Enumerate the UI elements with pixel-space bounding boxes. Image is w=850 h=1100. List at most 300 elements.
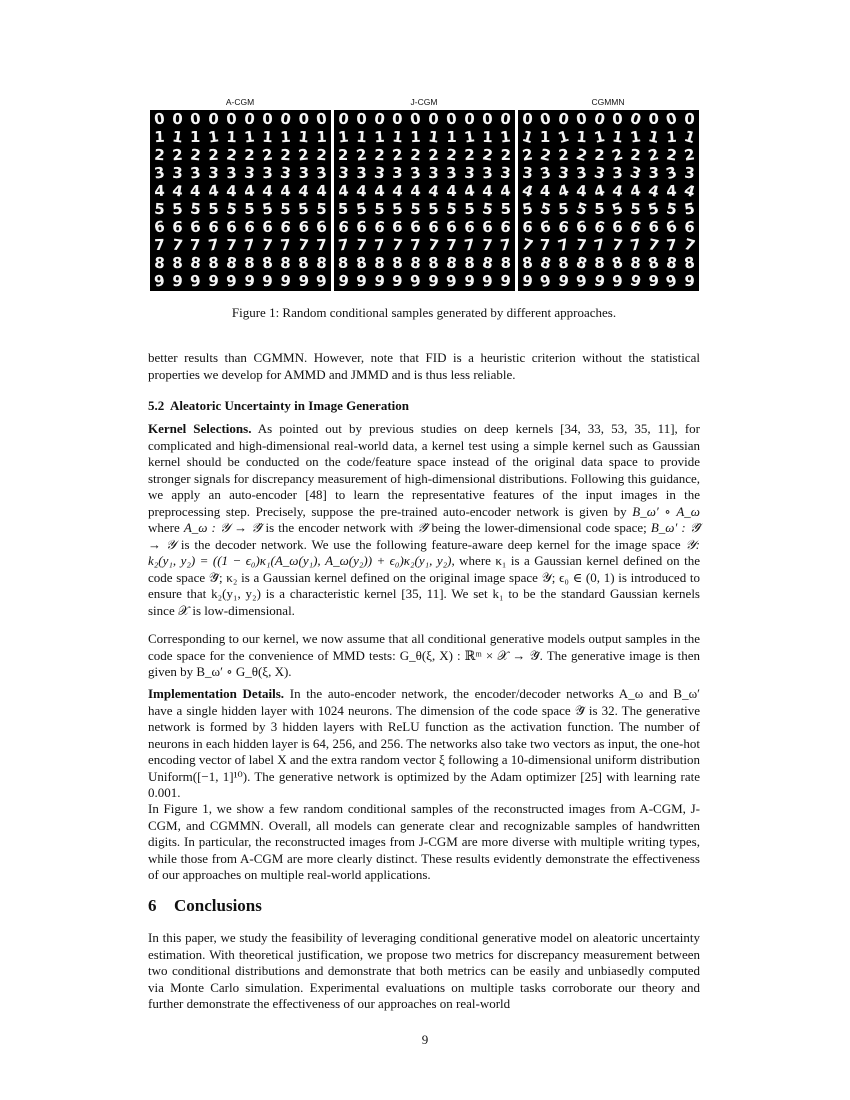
digit-sample: 2 (665, 145, 679, 165)
digit-sample: 1 (499, 127, 512, 147)
digit-sample: 5 (337, 200, 349, 218)
digit-sample: 3 (372, 163, 386, 183)
digit-sample: 1 (206, 127, 220, 147)
digit-sample: 0 (336, 109, 350, 129)
digit-sample: 7 (190, 236, 201, 254)
digit-sample: 5 (373, 199, 385, 219)
digit-sample: 0 (648, 110, 659, 128)
digit-sample: 2 (538, 145, 553, 165)
digit-sample: 8 (316, 253, 328, 273)
digit-sample: 7 (611, 235, 625, 255)
digit-sample: 4 (355, 181, 368, 201)
digit-row (334, 165, 515, 182)
digit-sample: 4 (261, 181, 274, 201)
digit-sample: 6 (611, 217, 624, 237)
digit-sample: 0 (463, 109, 476, 129)
digit-sample: 6 (392, 218, 403, 236)
digit-sample: 8 (427, 253, 440, 273)
digit-sample: 2 (609, 144, 625, 166)
digit-sample: 9 (499, 271, 513, 291)
digit-sample: 9 (225, 271, 238, 291)
digit-row (150, 183, 331, 200)
digit-sample: 9 (355, 271, 367, 291)
digit-sample: 8 (409, 253, 422, 273)
digit-sample: 2 (207, 145, 219, 165)
digit-sample: 3 (445, 163, 458, 183)
digit-sample: 3 (538, 163, 553, 183)
digit-sample: 4 (499, 181, 512, 201)
digit-sample: 4 (206, 181, 220, 201)
digit-sample: 0 (189, 109, 202, 129)
digit-sample: 6 (298, 218, 310, 236)
digit-sample: 5 (665, 199, 679, 219)
digit-sample: 6 (408, 217, 422, 237)
kernel-text: is the encoder network with (261, 520, 418, 535)
digit-sample: 5 (316, 199, 328, 219)
digit-sample: 4 (539, 182, 551, 200)
figure-1 (150, 97, 700, 291)
digit-sample: 1 (391, 127, 404, 147)
digit-row (518, 108, 699, 130)
digit-sample: 8 (594, 254, 605, 272)
digit-sample: 3 (355, 163, 367, 183)
digit-sample: 3 (298, 164, 310, 182)
digit-sample: 8 (297, 253, 310, 273)
digit-sample: 1 (519, 126, 535, 148)
digit-sample: 9 (152, 271, 166, 291)
figure-panel-titles (150, 97, 700, 109)
digit-row (518, 270, 699, 292)
digit-sample: 6 (243, 217, 256, 237)
digit-sample: 7 (243, 235, 256, 255)
digit-sample: 4 (446, 182, 457, 200)
digit-sample: 6 (538, 217, 553, 237)
digit-sample: 5 (207, 199, 219, 219)
digit-row (518, 252, 699, 274)
digit-sample: 9 (262, 271, 274, 291)
digit-sample: 7 (391, 235, 404, 255)
digit-sample: 3 (315, 163, 329, 183)
digit-sample: 4 (409, 181, 421, 201)
digit-sample: 8 (500, 254, 512, 272)
digit-row (334, 255, 515, 272)
digit-sample: 7 (555, 234, 571, 256)
digit-sample: 6 (648, 218, 659, 236)
digit-sample: 6 (207, 217, 220, 237)
digit-sample: 5 (629, 199, 642, 219)
digit-sample: 5 (427, 199, 440, 219)
digit-sample: 0 (574, 109, 588, 129)
digit-sample: 1 (316, 127, 328, 147)
digit-sample: 1 (463, 127, 477, 147)
digit-sample: 0 (445, 109, 458, 129)
digit-row (150, 111, 331, 128)
digit-sample: 6 (684, 217, 696, 237)
digit-sample: 5 (557, 199, 570, 219)
digit-sample: 7 (427, 235, 441, 255)
digit-sample: 4 (427, 181, 441, 201)
digit-sample: 2 (189, 145, 202, 165)
digit-sample: 5 (244, 200, 255, 218)
digit-sample: 7 (153, 235, 165, 255)
digit-sample: 9 (592, 271, 607, 291)
digit-sample: 1 (446, 128, 457, 146)
digit-sample: 3 (592, 163, 607, 183)
digit-sample: 4 (646, 181, 661, 201)
digit-sample: 8 (538, 253, 553, 273)
digit-sample: 0 (628, 108, 644, 130)
section-heading (148, 896, 262, 916)
digit-sample: 4 (373, 181, 386, 201)
digit-sample: 6 (315, 217, 329, 237)
digit-sample: 9 (408, 271, 422, 291)
digit-sample: 7 (646, 235, 661, 255)
digit-row (334, 183, 515, 200)
digit-sample: 1 (575, 127, 588, 147)
digit-sample: 0 (556, 109, 570, 129)
digit-sample: 5 (609, 198, 625, 220)
digit-sample: 4 (575, 181, 588, 201)
digit-sample: 2 (373, 145, 385, 165)
digit-sample: 3 (189, 163, 202, 183)
digit-sample: 0 (481, 109, 494, 129)
digit-sample: 7 (446, 236, 457, 254)
digit-sample: 1 (190, 128, 201, 146)
digit-sample: 9 (279, 271, 293, 291)
digit-sample: 2 (337, 146, 349, 164)
digit-sample: 2 (244, 146, 255, 164)
digit-sample: 4 (555, 180, 571, 202)
digit-sample: 2 (261, 145, 274, 165)
digit-sample: 1 (555, 126, 571, 148)
section-title: Conclusions (174, 896, 262, 915)
digit-sample: 6 (152, 217, 166, 237)
digit-sample: 8 (337, 254, 349, 272)
digit-sample: 8 (261, 253, 274, 273)
digit-sample: 2 (464, 145, 476, 165)
digit-sample: 1 (170, 127, 184, 147)
digit-sample: 7 (665, 235, 678, 255)
digit-sample: 5 (153, 199, 165, 219)
kernel-math: B_ω′ : 𝒴̂ → 𝒴 (148, 520, 700, 552)
digit-sample: 5 (481, 199, 495, 219)
digit-sample: 8 (481, 253, 495, 273)
digit-sample: 5 (189, 199, 202, 219)
digit-sample: 6 (428, 217, 440, 237)
digit-sample: 4 (225, 181, 237, 201)
digit-sample: 7 (316, 235, 328, 255)
digit-sample: 5 (594, 200, 605, 218)
digit-sample: 9 (243, 271, 256, 291)
kernel-text: As pointed out by previous studies on deep kernels [34, 33, 53, 35, 11], for complicated and high-dimensional real-world data, a kernel test using a simple kernel such as Gaussian kernel should be conducted on the code/feature space instead of the original data space to provide stronger signals for discrepancy measurement of high-dimensional distributions. Following this guidance, we apply an auto-encoder [48] to learn the representative features of the input images in the preprocessing step. Precisely, suppose the pre-trained auto-encoder network is given by (148, 421, 700, 519)
digit-sample: 4 (463, 181, 477, 201)
digit-sample: 4 (243, 181, 256, 201)
digit-sample: 2 (683, 145, 697, 165)
digit-row (150, 129, 331, 146)
digit-sample: 8 (445, 253, 458, 273)
digit-sample: 8 (373, 253, 385, 273)
digit-sample: 3 (408, 163, 422, 183)
digit-sample: 5 (500, 200, 512, 218)
digit-sample: 6 (499, 217, 513, 237)
digit-sample: 6 (481, 217, 494, 237)
digit-row (518, 180, 699, 202)
digit-sample: 1 (243, 127, 256, 147)
digit-sample: 9 (521, 271, 533, 291)
digit-sample: 0 (225, 109, 238, 129)
panel-title-jcgm: J-CGM (410, 97, 438, 107)
digit-sample: 5 (225, 199, 238, 219)
digit-sample: 0 (499, 109, 513, 129)
digit-sample: 5 (171, 199, 183, 219)
digit-sample: 1 (225, 127, 237, 147)
digit-sample: 8 (629, 253, 642, 273)
digit-sample: 3 (628, 162, 644, 184)
digit-row (334, 201, 515, 218)
digit-sample: 9 (392, 272, 403, 290)
intro-paragraph: better results than CGMMN. However, note that FID is a heuristic criterion without the statistical properties we develop for AMMD and JMMD and is thus less reliable. (148, 350, 700, 382)
digit-sample: 8 (391, 253, 404, 273)
digit-sample: 3 (648, 164, 659, 182)
kernel-math: 𝒴̂ (417, 520, 428, 535)
digit-row (518, 144, 699, 166)
digit-sample: 2 (445, 145, 458, 165)
digit-sample: 1 (682, 126, 698, 148)
digit-sample: 0 (684, 109, 696, 129)
digit-sample: 3 (152, 163, 166, 183)
digit-row (518, 216, 699, 238)
digit-sample: 7 (336, 235, 350, 255)
digit-sample: 7 (355, 235, 368, 255)
digit-sample: 8 (609, 252, 625, 274)
digit-sample: 9 (664, 270, 680, 292)
digit-sample: 4 (611, 181, 625, 201)
digit-sample: 1 (482, 127, 494, 147)
digit-sample: 1 (279, 127, 292, 147)
digit-sample: 7 (575, 235, 588, 255)
digit-sample: 7 (373, 235, 386, 255)
digit-sample: 8 (646, 253, 661, 273)
digit-sample: 5 (538, 199, 553, 219)
kernel-text: where κ₁ is a Gaussian kernel defined on the code space 𝒴̂; κ₂ is a Gaussian kernel defined on the original image space 𝒴; ϵ₀ ∈ (0, 1) is introduced to ensure that k₂(y₁, y₂) is a characteristic kernel [35, 11]. We set k₁ to be the standard Gaussian kernels since 𝒳 is low-dimensional. (148, 553, 700, 618)
digit-sample: 0 (611, 109, 624, 129)
digit-sample: 6 (556, 217, 570, 237)
digit-sample: 5 (464, 199, 476, 219)
kernel-math: B_ω′ ∘ A_ω (632, 503, 700, 519)
digit-sample: 0 (315, 109, 329, 129)
digit-sample: 3 (556, 163, 570, 183)
digit-sample: 9 (684, 271, 696, 291)
digit-sample: 9 (315, 271, 329, 291)
digit-sample: 5 (520, 199, 534, 219)
digit-sample: 1 (646, 127, 661, 147)
digit-sample: 8 (573, 252, 589, 274)
digit-sample: 6 (189, 217, 202, 237)
digit-sample: 0 (262, 109, 274, 129)
digit-sample: 1 (611, 127, 625, 147)
digit-sample: 6 (279, 217, 293, 237)
digit-sample: 5 (409, 199, 422, 219)
subsection-title: Aleatoric Uncertainty in Image Generation (170, 398, 410, 413)
kernel-selection-paragraph (148, 421, 700, 619)
digit-sample: 3 (481, 163, 494, 183)
digit-sample: 7 (409, 235, 421, 255)
digit-sample: 1 (427, 127, 441, 147)
digit-sample: 0 (171, 109, 183, 129)
digit-sample: 9 (538, 271, 553, 291)
digit-sample: 9 (463, 271, 476, 291)
digit-sample: 2 (500, 146, 512, 164)
digit-sample: 7 (463, 235, 477, 255)
digit-sample: 7 (682, 234, 698, 256)
digit-sample: 5 (261, 199, 274, 219)
panel-cgmmn (518, 110, 699, 291)
digit-sample: 9 (207, 271, 220, 291)
digit-sample: 4 (391, 181, 404, 201)
digit-sample: 6 (225, 217, 238, 237)
digit-sample: 0 (392, 110, 403, 128)
digit-sample: 5 (573, 198, 589, 220)
implementation-text: In the auto-encoder network, the encoder/decoder networks A_ω and B_ω′ have a single hidden layer with 1024 neurons. The dimension of the code space 𝒴̂ is 32. The generative network is formed by 3 hidden layers with ReLU function as the activation function. The number of neurons in each hidden layer is 64, 256, and 256. The networks also take two vectors as input, the one-hot encoding vector of label X and the extra random vector ξ following a 10-dimensional uniform distribution Uniform([−1, 1]¹⁰). The generative network is optimized by the Adam optimizer [25] with learning rate 0.001. (148, 686, 701, 800)
digit-sample: 3 (664, 162, 680, 184)
digit-sample: 4 (629, 181, 642, 201)
digit-row (334, 147, 515, 164)
digit-sample: 9 (481, 271, 494, 291)
digit-sample: 4 (592, 181, 607, 201)
digit-sample: 9 (648, 272, 659, 290)
digit-sample: 2 (171, 145, 183, 165)
digit-sample: 4 (316, 181, 328, 201)
digit-sample: 8 (683, 253, 697, 273)
panel-title-cgmmn: CGMMN (591, 97, 625, 107)
digit-sample: 8 (244, 254, 255, 272)
digit-sample: 2 (354, 145, 368, 165)
digit-sample: 6 (355, 217, 367, 237)
digit-sample: 1 (665, 127, 678, 147)
digit-row (518, 126, 699, 148)
digit-sample: 4 (682, 180, 698, 202)
digit-sample: 4 (279, 181, 292, 201)
digit-sample: 3 (225, 163, 238, 183)
digit-sample: 2 (225, 145, 238, 165)
panel-jcgm (334, 110, 515, 291)
digit-sample: 3 (336, 163, 350, 183)
kernel-text: being the lower-dimensional code space; (427, 520, 651, 535)
digit-sample: 3 (574, 163, 588, 183)
digit-sample: 1 (373, 127, 386, 147)
digit-sample: 9 (372, 271, 386, 291)
digit-row (150, 165, 331, 182)
digit-sample: 8 (280, 253, 292, 273)
digit-sample: 7 (482, 235, 494, 255)
page-number: 9 (421, 1032, 429, 1047)
digit-sample: 6 (592, 217, 607, 237)
digit-panels (150, 110, 700, 291)
digit-sample: 3 (243, 163, 256, 183)
digit-sample: 1 (539, 128, 551, 146)
section-number: 6 (148, 896, 157, 915)
digit-sample: 0 (207, 109, 220, 129)
digit-sample: 0 (521, 109, 533, 129)
digit-sample: 3 (684, 163, 696, 183)
digit-row (150, 255, 331, 272)
digit-sample: 5 (683, 199, 697, 219)
digit-sample: 8 (153, 253, 165, 273)
digit-sample: 0 (355, 109, 367, 129)
digit-sample: 9 (189, 271, 202, 291)
implementation-heading: Implementation Details. (148, 686, 285, 701)
digit-sample: 7 (519, 234, 535, 256)
kernel-text: is the decoder network. We use the following feature-aware deep kernel for the image space (176, 536, 686, 552)
digit-sample: 7 (499, 235, 512, 255)
digit-sample: 4 (519, 180, 535, 202)
digit-sample: 8 (557, 253, 570, 273)
digit-row (518, 198, 699, 220)
digit-sample: 2 (573, 144, 589, 166)
digit-sample: 0 (428, 109, 440, 129)
digit-sample: 2 (481, 145, 495, 165)
kernel-selection-heading: Kernel Selections. (148, 421, 252, 436)
digit-sample: 2 (391, 145, 404, 165)
digit-sample: 8 (225, 253, 238, 273)
digit-sample: 3 (262, 163, 274, 183)
digit-sample: 3 (463, 163, 476, 183)
digit-sample: 8 (665, 253, 679, 273)
digit-sample: 6 (574, 217, 588, 237)
digit-sample: 5 (354, 199, 368, 219)
digit-sample: 7 (297, 235, 310, 255)
digit-sample: 9 (611, 271, 624, 291)
digit-sample: 5 (646, 199, 661, 219)
digit-row (150, 147, 331, 164)
digit-sample: 7 (206, 235, 220, 255)
digit-sample: 6 (628, 216, 644, 238)
digit-sample: 0 (279, 109, 293, 129)
digit-sample: 5 (280, 199, 292, 219)
digit-sample: 1 (409, 127, 421, 147)
digit-sample: 0 (408, 109, 422, 129)
digit-row (150, 219, 331, 236)
digit-sample: 1 (592, 127, 607, 147)
digit-sample: 9 (336, 271, 350, 291)
digit-sample: 3 (171, 163, 183, 183)
digit-sample: 2 (629, 145, 642, 165)
digit-sample: 8 (207, 253, 219, 273)
digit-row (334, 273, 515, 290)
digit-sample: 1 (261, 127, 274, 147)
digit-sample: 6 (262, 217, 274, 237)
digit-sample: 2 (153, 145, 165, 165)
digit-sample: 1 (629, 127, 642, 147)
digit-sample: 0 (243, 109, 256, 129)
figure-caption: Figure 1: Random conditional samples generated by different approaches. (231, 305, 617, 320)
digit-sample: 3 (428, 163, 440, 183)
digit-sample: 7 (629, 235, 642, 255)
digit-sample: 8 (171, 253, 183, 273)
digit-sample: 4 (190, 182, 201, 200)
digit-sample: 7 (225, 235, 237, 255)
digit-row (334, 129, 515, 146)
digit-sample: 6 (171, 217, 183, 237)
digit-sample: 2 (646, 145, 661, 165)
digit-sample: 3 (392, 164, 403, 182)
digit-sample: 3 (279, 163, 293, 183)
digit-sample: 3 (521, 163, 533, 183)
digit-sample: 0 (298, 110, 310, 128)
digit-row (518, 162, 699, 184)
digit-sample: 8 (464, 253, 476, 273)
digit-sample: 6 (521, 217, 533, 237)
